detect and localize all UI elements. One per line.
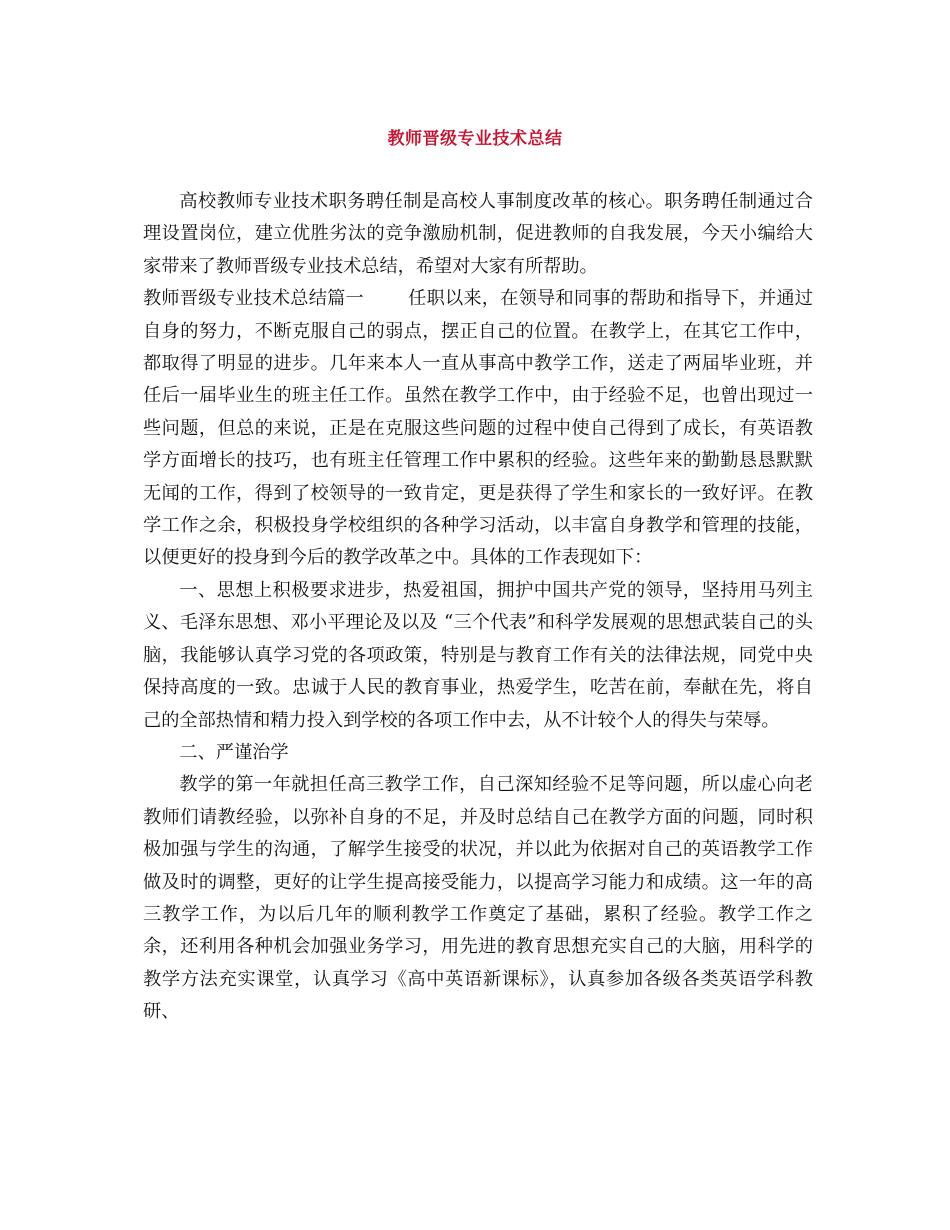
section-paragraph (143, 283, 813, 575)
point-two-paragraph: 教学的第一年就担任高三教学工作，自己深知经验不足等问题，所以虚心向老教师们请教经验，以弥补自身的不足，并及时总结自己在教学方面的问题，同时积极加强与学生的沟通，了解学生接受的状况，并以此为依据对自己的英语教学工作做及时的调整，更好的让学生提高接受能力，以提高学习能力和成绩。这一年的高三教学工作，为以后几年的顺利教学工作奠定了基础，累积了经验。教学工作之余，还利用各种机会加强业务学习，用先进的教育思想充实自己的大脑，用科学的教学方法充实课堂，认真学习《高中英语新课标》，认真参加各级各类英语学科教研、 (143, 774, 813, 1023)
section-body: 任职以来，在领导和同事的帮助和指导下，并通过自身的努力，不断克服自己的弱点，摆正自己的位置。在教学上，在其它工作中，都取得了明显的进步。几年来本人一直从事高中教学工作，送走了两届毕业班，并任后一届毕业生的班主任工作。虽然在教学工作中，由于经验不足，也曾出现过一些问题，但总的来说，正是在克服这些问题的过程中使自己得到了成长，有英语教学方面增长的技巧，也有班主任管理工作中累积的经验。这些年来的勤勤恳恳默默无闻的工作，得到了校领导的一致肯定，更是获得了学生和家长的一致好评。在教学工作之余，积极投身学校组织的各种学习活动，以丰富自身教学和管理的技能，以便更好的投身到今后的教学改革之中。具体的工作表现如下： (143, 288, 813, 569)
document-title: 教师晋级专业技术总结 (387, 129, 563, 149)
section-heading: 教师晋级专业技术总结篇一 (143, 288, 364, 310)
intro-paragraph: 高校教师专业技术职务聘任制是高校人事制度改革的核心。职务聘任制通过合理设置岗位，建立优胜劣汰的竞争激励机制，促进教师的自我发展，今天小编给大家带来了教师晋级专业技术总结，希望对大家有所帮助。 (143, 191, 813, 277)
document-body (143, 186, 813, 1029)
point-two-heading: 二、严谨治学 (179, 741, 289, 763)
point-one-paragraph: 一、思想上积极要求进步，热爱祖国，拥护中国共产党的领导，坚持用马列主义、毛泽东思想、邓小平理论及以及 “三个代表”和科学发展观的思想武装自己的头脑，我能够认真学习党的各项政策，特别是与教育工作有关的法律法规，同党中央保持高度的一致。忠诚于人民的教育事业，热爱学生，吃苦在前，奉献在先，将自己的全部热情和精力投入到学校的各项工作中去，从不计较个人的得失与荣辱。 (143, 579, 813, 731)
